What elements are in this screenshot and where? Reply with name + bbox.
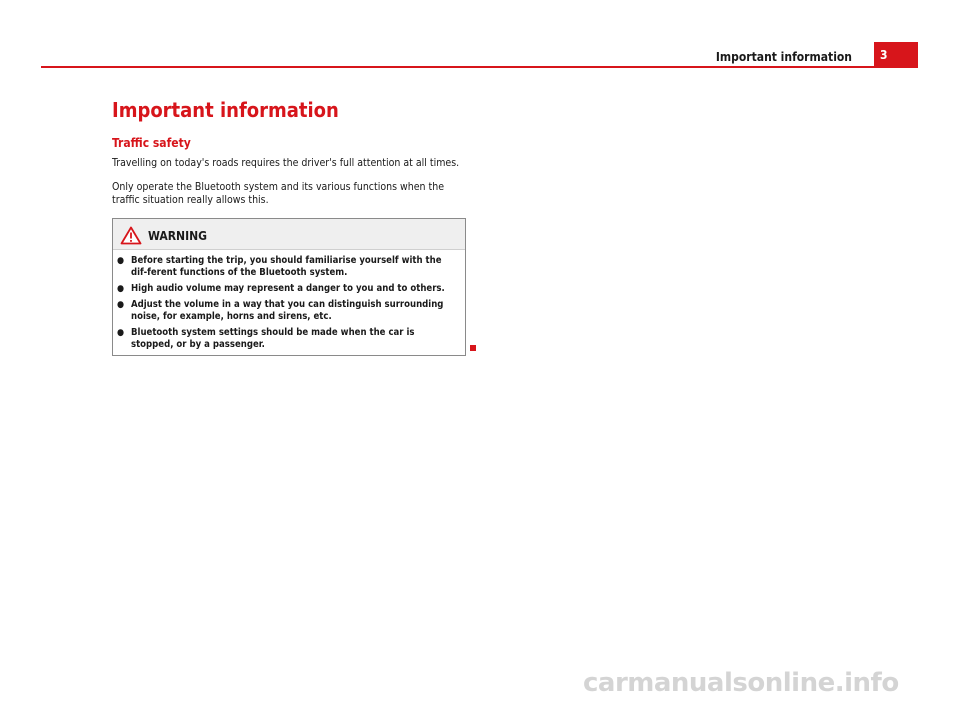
bullet-icon: ● — [117, 300, 125, 310]
warning-item — [117, 327, 457, 351]
paragraph-operate: Only operate the Bluetooth system and its various functions when the traffic situation really allows this. — [112, 181, 445, 206]
warning-item-text: Adjust the volume in a way that you can distinguish surrounding noise, for example, horns and sirens, etc. — [131, 299, 444, 322]
paragraph-attention: Travelling on today's roads requires the driver's full attention at all times. — [112, 157, 460, 169]
warning-box — [112, 218, 466, 356]
section-title: Traffic safety — [112, 136, 191, 150]
warning-item-text: Before starting the trip, you should familiarise yourself with the dif-ferent functions of the Bluetooth system. — [131, 255, 442, 278]
running-title: Important information — [715, 50, 852, 64]
warning-item-text: High audio volume may represent a danger to you and to others. — [131, 283, 445, 294]
warning-item — [117, 299, 457, 323]
end-of-section-marker — [470, 345, 476, 351]
warning-item-text: Bluetooth system settings should be made when the car is stopped, or by a passenger. — [131, 327, 415, 350]
bullet-icon: ● — [117, 328, 125, 338]
warning-title: WARNING — [148, 229, 207, 243]
bullet-icon: ● — [117, 284, 125, 294]
warning-header — [113, 219, 465, 250]
page-number: 3 — [880, 48, 888, 62]
header-rule — [41, 66, 918, 68]
bullet-icon: ● — [117, 256, 125, 266]
warning-item — [117, 283, 457, 295]
warning-triangle-icon — [120, 226, 142, 245]
warning-item — [117, 255, 457, 279]
warning-list — [113, 250, 465, 351]
chapter-title: Important information — [112, 98, 339, 122]
page-number-box — [874, 42, 918, 68]
watermark: carmanualsonline.info — [583, 668, 899, 698]
